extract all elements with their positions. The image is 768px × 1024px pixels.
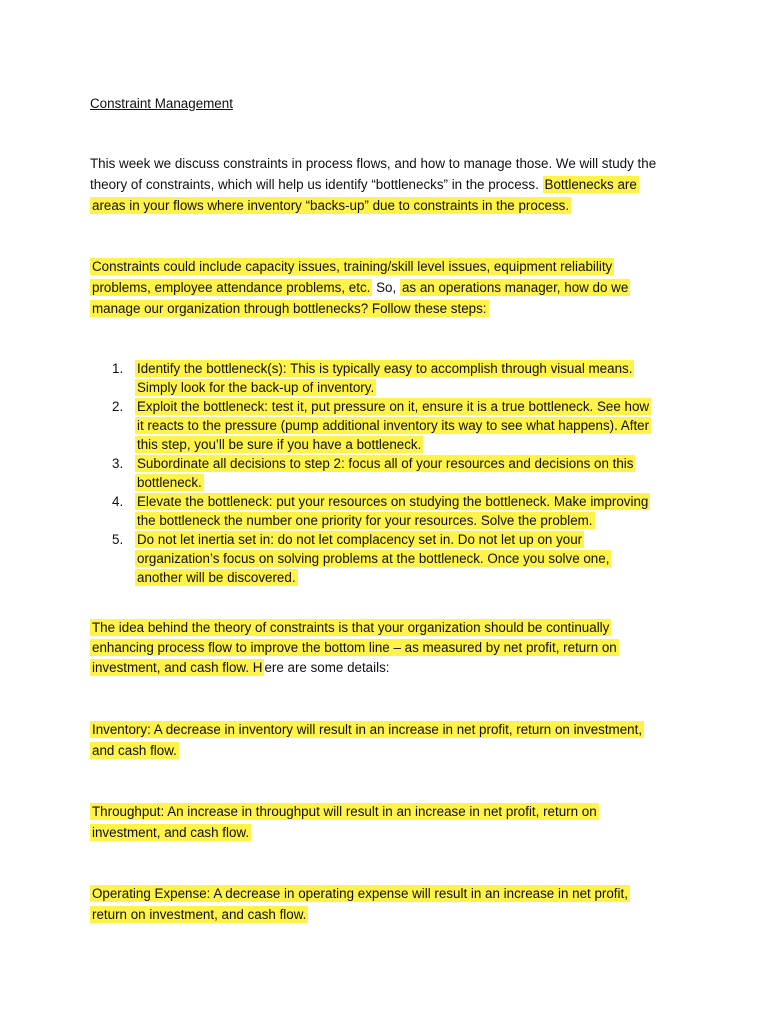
list-item-line [135,492,650,511]
step-number: 1. [112,361,124,376]
inventory-line-2-highlight: and cash flow. [92,743,177,758]
step-1-line-2: Simply look for the back-up of inventory. [137,380,375,395]
list-item-line [135,359,634,378]
throughput-line-2-highlight: investment, and cash flow. [92,825,250,840]
list-item-line [135,530,584,549]
list-item-line [135,549,611,568]
opex-line-2 [90,905,308,924]
constraints-line-3-highlight: manage our organization through bottlenecks? Follow these steps: [92,301,487,316]
constraints-line-1-highlight: Constraints could include capacity issues, training/skill level issues, equipment reliability [92,259,613,274]
idea-line-2 [90,638,619,657]
intro-line-2-text: theory of constraints, which will help us identify “bottlenecks” in the process. [90,177,539,192]
step-number: 2. [112,399,124,414]
constraints-line-2-highlight-2: as an operations manager, how do we [401,280,629,295]
list-item-line [135,511,595,530]
idea-line-2-highlight: enhancing process flow to improve the bottom line – as measured by net profit, return on [92,640,617,655]
list-item-line [135,435,423,454]
step-number: 3. [112,456,124,471]
idea-line-1 [90,618,611,637]
step-3-line-1: Subordinate all decisions to step 2: focus all of your resources and decisions on this [137,456,634,471]
constraints-line-2-text: So, [376,280,397,295]
list-item-line [135,378,376,397]
step-4-line-2: the bottleneck the number one priority for your resources. Solve the problem. [137,513,593,528]
step-4-line-1: Elevate the bottleneck: put your resources on studying the bottleneck. Make improving [137,494,649,509]
throughput-line-1 [90,802,599,821]
inventory-line-2 [90,741,179,760]
step-5-line-2: organization’s focus on solving problems at the bottleneck. Once you solve one, [137,551,610,566]
intro-line-1: This week we discuss constraints in process flows, and how to manage those. We will study the [90,156,657,171]
list-item-line [135,416,651,435]
list-item-line [135,473,204,492]
constraints-line-2 [90,278,630,297]
idea-line-3-highlight: investment, and cash flow. H [92,660,263,675]
idea-line-1-highlight: The idea behind the theory of constraints is that your organization should be continually [92,620,610,635]
inventory-line-1 [90,720,644,739]
step-1-line-1: Identify the bottleneck(s): This is typically easy to accomplish through visual means. [137,361,633,376]
page-title: Constraint Management [90,96,233,111]
step-number: 5. [112,532,124,547]
intro-line-3 [90,196,571,215]
list-item-line [135,397,651,416]
idea-line-3-text: ere are some details: [264,660,390,675]
inventory-line-1-highlight: Inventory: A decrease in inventory will result in an increase in net profit, return on investment, [92,722,643,737]
step-3-line-2: bottleneck. [137,475,202,490]
step-5-line-3: another will be discovered. [137,570,296,585]
step-2-line-1: Exploit the bottleneck: test it, put pressure on it, ensure it is a true bottleneck. See how [137,399,650,414]
opex-line-1 [90,884,630,903]
throughput-line-1-highlight: Throughput: An increase in throughput will result in an increase in net profit, return on [92,804,597,819]
constraints-line-3 [90,299,489,318]
step-5-line-1: Do not let inertia set in: do not let complacency set in. Do not let up on your [137,532,583,547]
intro-line-2 [90,175,639,194]
throughput-line-2 [90,823,251,842]
step-2-line-3: this step, you’ll be sure if you have a bottleneck. [137,437,422,452]
intro-line-3-highlight: areas in your flows where inventory “backs-up” due to constraints in the process. [92,198,570,213]
list-item-line [135,568,298,587]
opex-line-2-highlight: return on investment, and cash flow. [92,907,307,922]
list-item-line [135,454,635,473]
constraints-line-2-highlight: problems, employee attendance problems, etc. [92,280,371,295]
step-number: 4. [112,494,124,509]
opex-line-1-highlight: Operating Expense: A decrease in operating expense will result in an increase in net profit, [92,886,628,901]
idea-line-3 [90,658,390,677]
constraints-line-1 [90,257,614,276]
intro-line-2-highlight: Bottlenecks are [544,177,637,192]
step-2-line-2: it reacts to the pressure (pump additional inventory its way to see what happens). After [137,418,650,433]
